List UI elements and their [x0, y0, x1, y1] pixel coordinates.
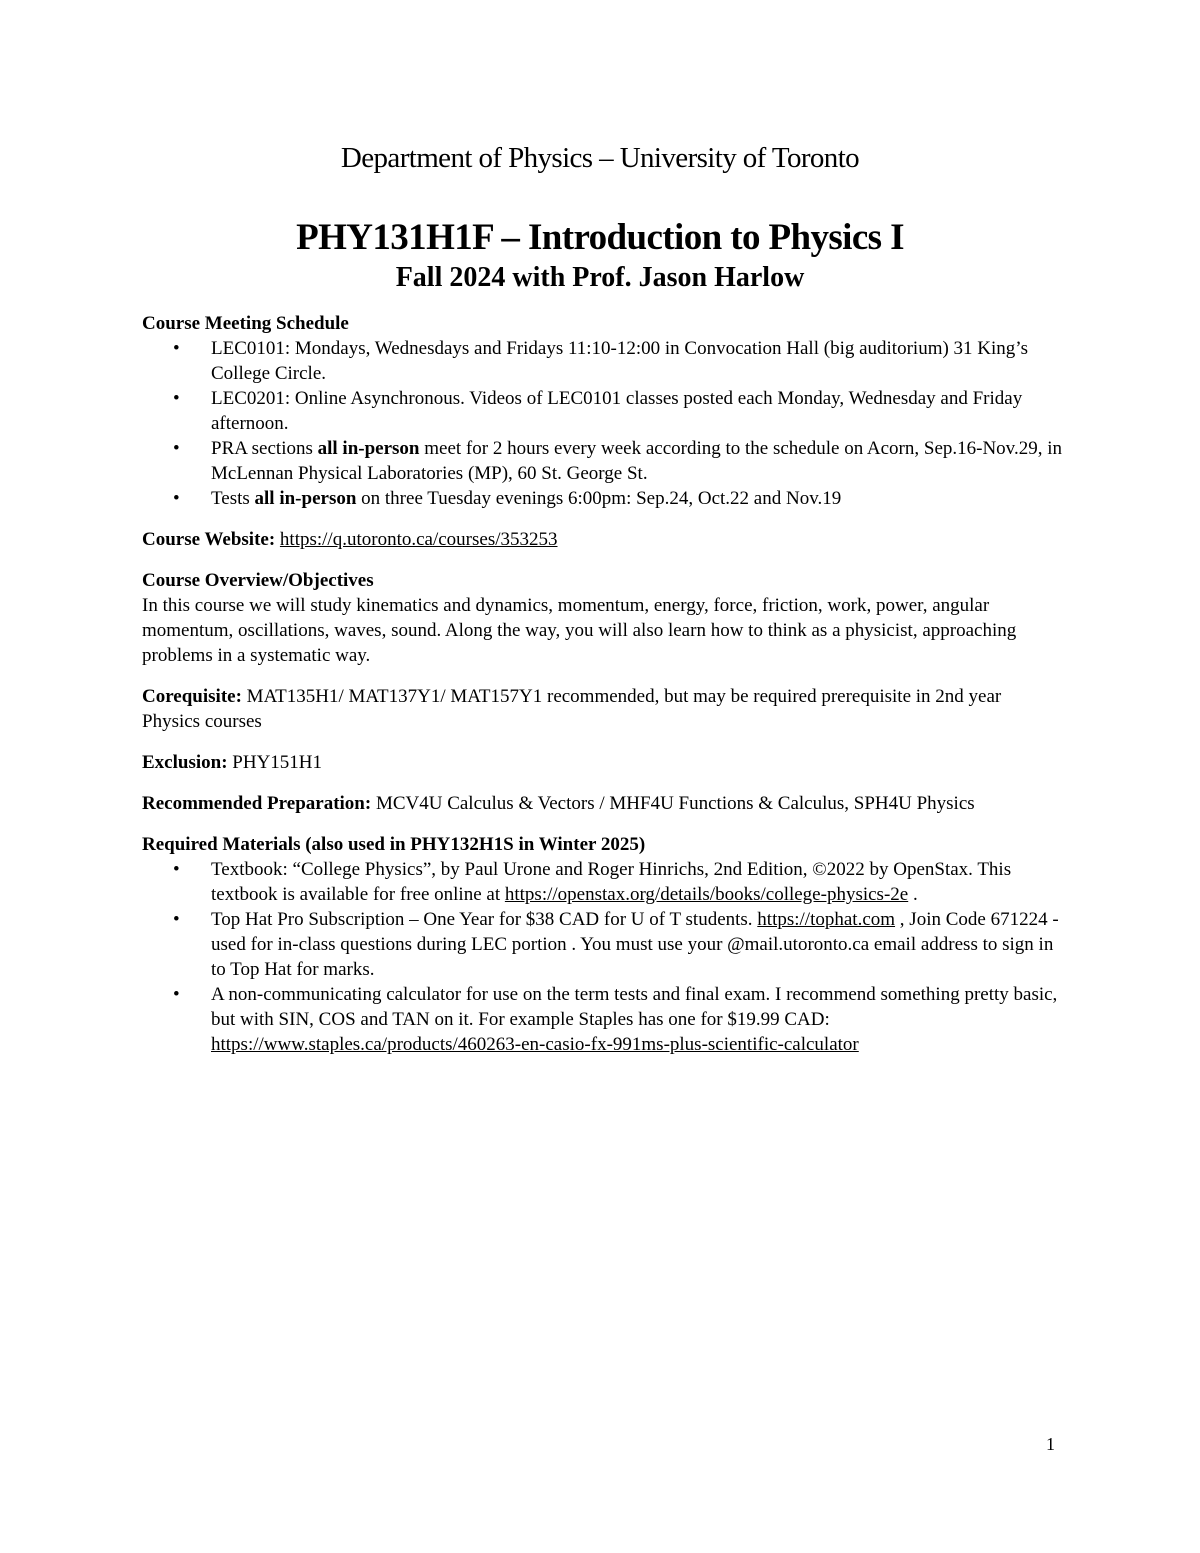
schedule-pra-bold: all in-person	[317, 438, 420, 459]
page-number: 1	[1046, 1434, 1055, 1454]
exclusion-label: Exclusion:	[142, 752, 228, 773]
tophat-end: , Join Code 671224 - used for in-class questions during LEC portion . You must use your @mail.utoronto.ca email address to sign in to Top Hat for marks.	[211, 909, 1059, 980]
materials-heading: Required Materials (also used in PHY132H1S in Winter 2025)	[142, 834, 646, 855]
list-item	[142, 486, 1062, 511]
preparation-text: MCV4U Calculus & Vectors / MHF4U Functions & Calculus, SPH4U Physics	[371, 793, 975, 814]
textbook-text: Textbook: “College Physics”, by Paul Urone and Roger Hinrichs, 2nd Edition, ©2022 by OpenStax. This textbook is available for free online at	[211, 859, 1012, 905]
exclusion-line	[142, 750, 1062, 775]
schedule-heading: Course Meeting Schedule	[142, 313, 349, 334]
department-heading: Department of Physics – University of Toronto	[340, 142, 860, 174]
corequisite-line	[142, 684, 1062, 734]
schedule-tests-bold: all in-person	[254, 488, 357, 509]
corequisite-text: MAT135H1/ MAT137Y1/ MAT157Y1 recommended, but may be required prerequisite in 2nd year Physics courses	[142, 686, 1002, 732]
list-item	[142, 857, 1062, 907]
materials-list	[142, 857, 1062, 1057]
bullet-icon: •	[173, 488, 180, 509]
tophat-link[interactable]: https://tophat.com	[757, 909, 896, 930]
schedule-lec0101: LEC0101: Mondays, Wednesdays and Fridays 11:10-12:00 in Convocation Hall (big auditorium) 31 King’s College Circle.	[211, 338, 1028, 384]
tophat-text: Top Hat Pro Subscription – One Year for $38 CAD for U of T students.	[211, 909, 758, 930]
list-item	[142, 386, 1062, 436]
preparation-line	[142, 791, 1062, 816]
document-body	[142, 311, 1062, 1057]
bullet-icon: •	[173, 859, 180, 880]
list-item	[142, 982, 1062, 1057]
schedule-tests-prefix: Tests	[211, 488, 255, 509]
list-item	[142, 436, 1062, 486]
bullet-icon: •	[173, 338, 180, 359]
calculator-text: A non-communicating calculator for use on the term tests and final exam. I recommend something pretty basic, but with SIN, COS and TAN on it. For example Staples has one for $19.99 CAD:	[211, 984, 1058, 1030]
calculator-link[interactable]: https://www.staples.ca/products/460263-en-casio-fx-991ms-plus-scientific-calculator	[211, 1034, 859, 1055]
schedule-tests-suffix: on three Tuesday evenings 6:00pm: Sep.24, Oct.22 and Nov.19	[356, 488, 842, 509]
overview-heading: Course Overview/Objectives	[142, 570, 374, 591]
schedule-list	[142, 336, 1062, 511]
preparation-label: Recommended Preparation:	[142, 793, 372, 814]
bullet-icon: •	[173, 984, 180, 1005]
schedule-pra-prefix: PRA sections	[211, 438, 318, 459]
overview-text: In this course we will study kinematics and dynamics, momentum, energy, force, friction, work, power, angular momentum, oscillations, waves, sound. Along the way, you will also learn how to think as a physicist, approaching problems in a systematic way.	[142, 595, 1017, 666]
list-item	[142, 907, 1062, 982]
exclusion-text: PHY151H1	[227, 752, 323, 773]
schedule-lec0201: LEC0201: Online Asynchronous. Videos of LEC0101 classes posted each Monday, Wednesday and Friday afternoon.	[211, 388, 1023, 434]
bullet-icon: •	[173, 909, 180, 930]
website-link[interactable]: https://q.utoronto.ca/courses/353253	[279, 529, 558, 550]
textbook-link[interactable]: https://openstax.org/details/books/college-physics-2e	[504, 884, 909, 905]
corequisite-label: Corequisite:	[142, 686, 242, 707]
website-line	[142, 527, 1062, 552]
list-item	[142, 336, 1062, 386]
bullet-icon: •	[173, 388, 180, 409]
textbook-end: .	[908, 884, 918, 905]
bullet-icon: •	[173, 438, 180, 459]
course-subtitle: Fall 2024 with Prof. Jason Harlow	[395, 262, 805, 293]
website-label: Course Website:	[142, 529, 276, 550]
course-title: PHY131H1F – Introduction to Physics I	[296, 217, 904, 258]
schedule-pra-suffix: meet for 2 hours every week according to the schedule on Acorn, Sep.16-Nov.29, in McLennan Physical Laboratories (MP), 60 St. George St.	[211, 438, 1062, 484]
